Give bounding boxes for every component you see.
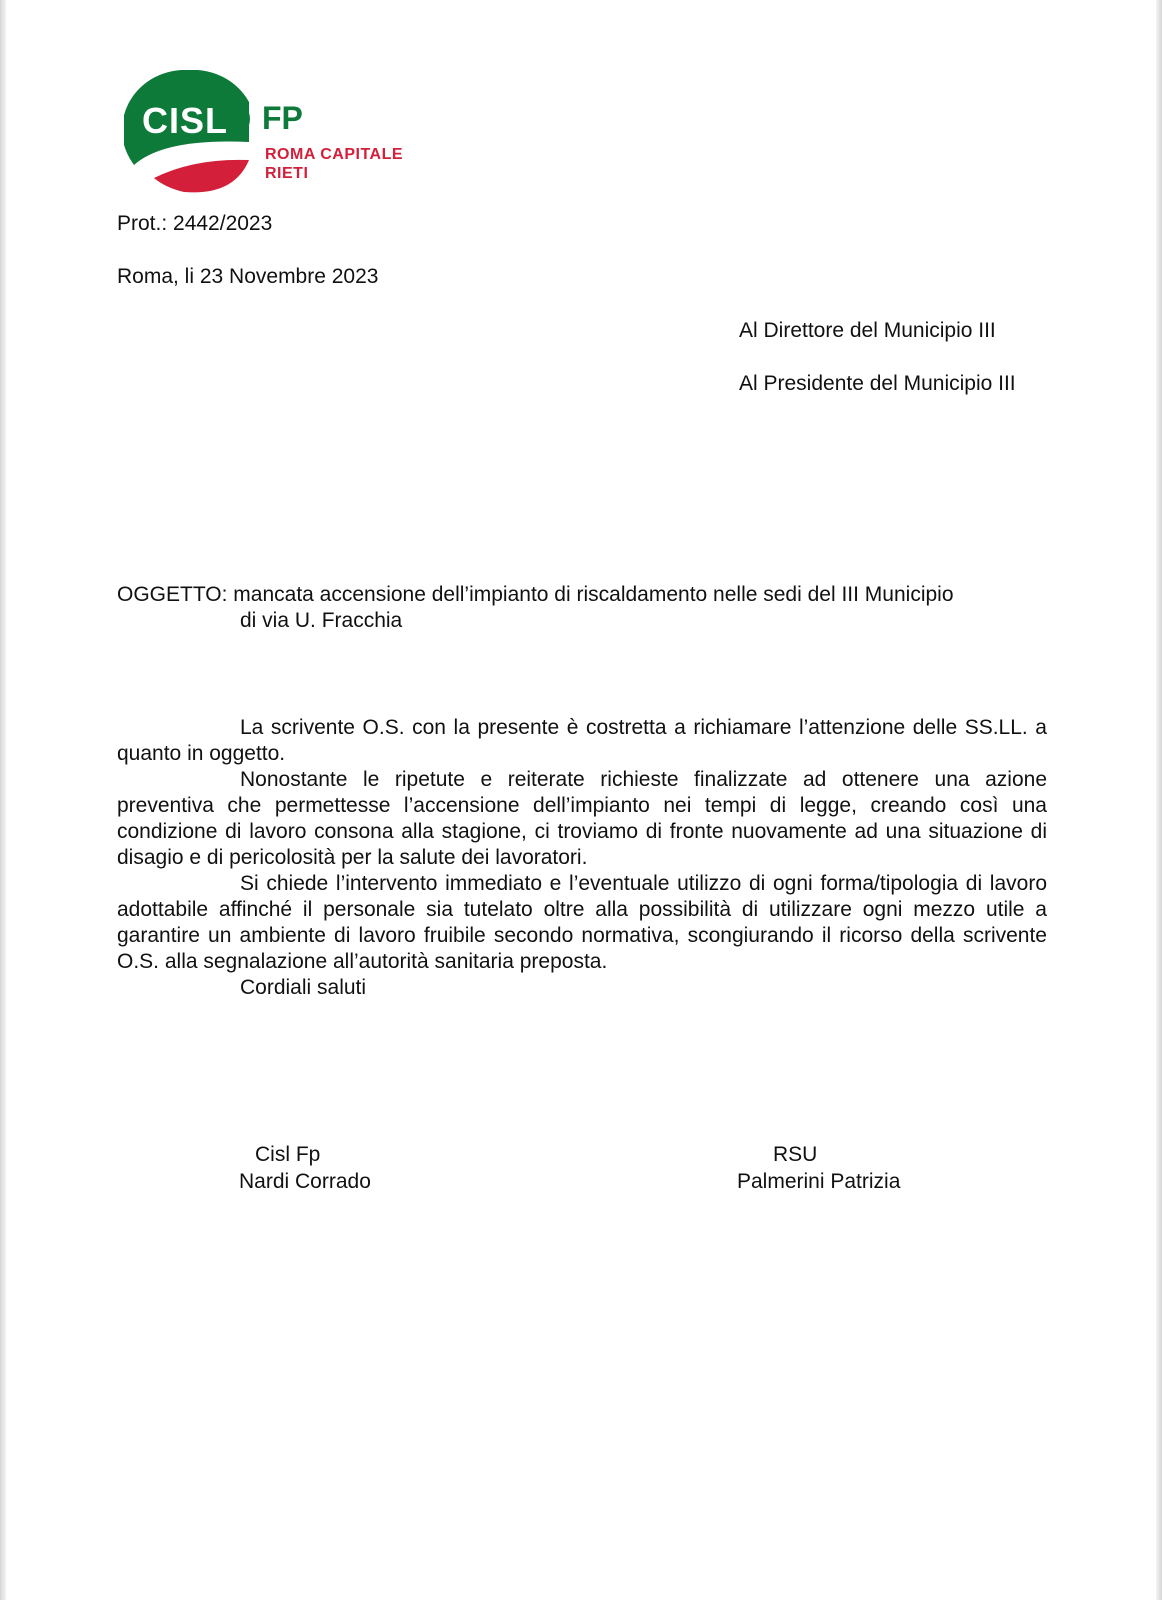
protocol-number: Prot.: 2442/2023 xyxy=(117,212,273,235)
page-edge-right xyxy=(1156,0,1162,1600)
letter-subject xyxy=(117,582,1047,634)
recipient-president: Al Presidente del Municipio III xyxy=(739,372,1016,395)
closing-greeting: Cordiali saluti xyxy=(240,976,367,999)
body-paragraph-3: Si chiede l’intervento immediato e l’eventuale utilizzo di ogni forma/tipologia di lavoro adottabile affinché il personale sia tutelato oltre alla possibilità di utilizzare ogni mezzo utile a garantire un ambiente di lavoro fruibile secondo normativa, scongiurando il ricorso della scrivente O.S. alla segnalazione all’autorità sanitaria preposta. xyxy=(117,872,1047,973)
signature-right-name: Palmerini Patrizia xyxy=(737,1170,901,1193)
cisl-fp-logo xyxy=(124,70,434,200)
signature-left-name: Nardi Corrado xyxy=(239,1170,371,1193)
letter-body xyxy=(117,715,1047,1001)
logo-subtitle-roma: ROMA CAPITALE xyxy=(265,146,404,163)
letter-date: Roma, li 23 Novembre 2023 xyxy=(117,265,379,288)
signature-left-org: Cisl Fp xyxy=(255,1143,321,1166)
body-paragraph-2: Nonostante le ripetute e reiterate richieste finalizzate ad ottenere una azione preventiva che permettesse l’accensione dell’impianto nei tempi di legge, creando così una condizione di lavoro consona alla stagione, ci troviamo di fronte nuovamente ad una situazione di disagio e di pericolosità per la salute dei lavoratori. xyxy=(117,768,1047,869)
logo-cisl-text: CISL xyxy=(142,100,229,141)
subject-line-2: di via U. Fracchia xyxy=(240,609,403,632)
signature-right-org: RSU xyxy=(773,1143,818,1166)
body-paragraph-1: La scrivente O.S. con la presente è costretta a richiamare l’attenzione delle SS.LL. a quanto in oggetto. xyxy=(117,716,1047,765)
subject-line-1: OGGETTO: mancata accensione dell’impianto di riscaldamento nelle sedi del III Municipio xyxy=(117,583,954,606)
page-edge-left xyxy=(0,0,6,1600)
recipient-director: Al Direttore del Municipio III xyxy=(739,319,996,342)
logo-fp-text: FP xyxy=(262,100,303,136)
logo-subtitle-rieti: RIETI xyxy=(265,165,309,182)
